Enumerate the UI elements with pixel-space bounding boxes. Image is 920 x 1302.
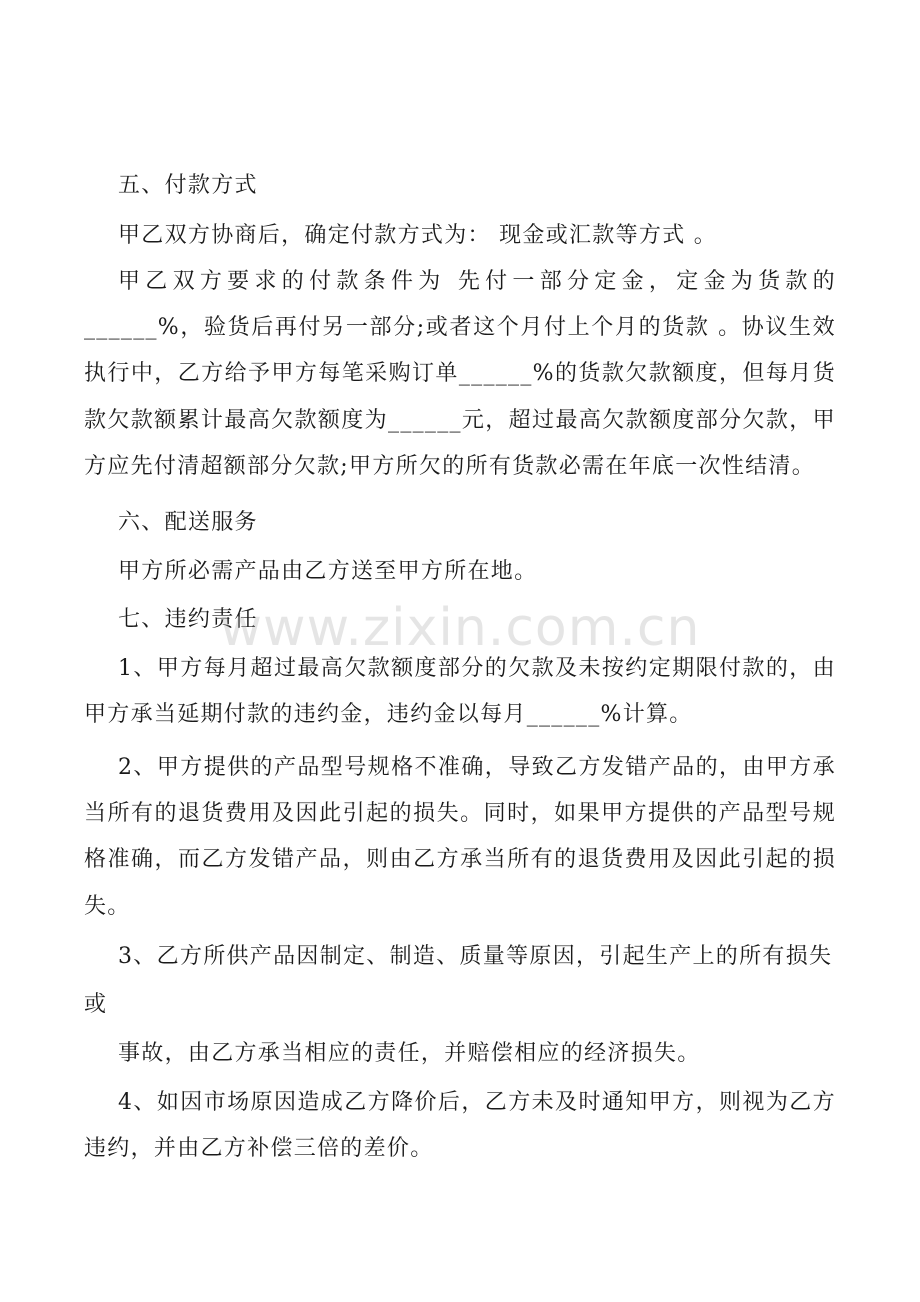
section-heading-delivery: 六、配送服务 (118, 510, 258, 535)
section-heading-liability: 七、违约责任 (118, 607, 258, 632)
clause-item-1: 1、甲方每月超过最高欠款额度部分的欠款及未按约定期限付款的，由甲方承当延期付款的违约金，违约金以每月______%计算。 (84, 656, 836, 728)
clause-item-3-line2: 或 (84, 992, 108, 1017)
paragraph-payment-terms: 甲乙双方要求的付款条件为 先付一部分定金，定金为货款的 ______%，验货后再付另一部分;或者这个月付上个月的货款 。协议生效执行中，乙方给予甲方每笔采购订单______%的货款欠款额度，但每月货款欠款额累计最高欠款额度为______元，超过最高欠款额度部分欠款，甲方应先付清超额部分欠款;甲方所欠的所有货款必需在年底一次性结清。 (84, 269, 836, 479)
clause-item-3-line1: 3、乙方所供产品因制定、制造、质量等原因，引起生产上的所有损失 (118, 944, 833, 969)
clause-item-3-continued: 事故，由乙方承当相应的责任，并赔偿相应的经济损失。 (118, 1041, 701, 1066)
watermark-text: www.zixin.com.cn (219, 598, 701, 658)
paragraph-payment-method: 甲乙双方协商后，确定付款方式为： 现金或汇款等方式 。 (118, 223, 718, 248)
section-heading-payment: 五、付款方式 (118, 173, 258, 198)
clause-item-4: 4、如因市场原因造成乙方降价后，乙方未及时通知甲方，则视为乙方违约，并由乙方补偿三倍的差价。 (84, 1090, 836, 1162)
paragraph-delivery: 甲方所必需产品由乙方送至甲方所在地。 (118, 559, 538, 584)
clause-item-2: 2、甲方提供的产品型号规格不准确，导致乙方发错产品的，由甲方承当所有的退货费用及因此引起的损失。同时，如果甲方提供的产品型号规格准确，而乙方发错产品，则由乙方承当所有的退货费用及因此引起的损失。 (84, 755, 836, 919)
